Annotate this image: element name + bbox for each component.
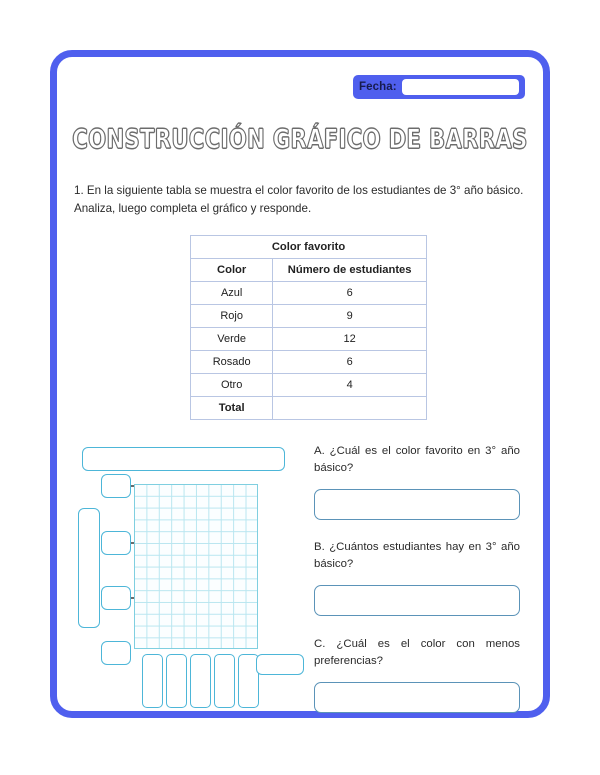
table-header-color: Color: [191, 259, 273, 282]
cell-count: 12: [273, 328, 427, 351]
table-caption: Color favorito: [191, 236, 427, 259]
category-label-input-1[interactable]: [142, 654, 163, 708]
table-row: [191, 305, 427, 328]
y-tick-label-input-2[interactable]: [101, 531, 131, 555]
date-field: [353, 75, 525, 99]
plot-grid-area[interactable]: [134, 484, 258, 649]
table-row: [191, 282, 427, 305]
table-header-row: [191, 259, 427, 282]
answer-input-c[interactable]: [314, 682, 520, 713]
cell-count: 6: [273, 351, 427, 374]
favorite-color-table: [190, 235, 427, 420]
cell-color: Rojo: [191, 305, 273, 328]
answer-input-a[interactable]: [314, 489, 520, 520]
cell-count: 9: [273, 305, 427, 328]
table-caption-row: [191, 236, 427, 259]
category-label-input-4[interactable]: [214, 654, 235, 708]
chart-title-input[interactable]: [82, 447, 285, 471]
table-row: [191, 351, 427, 374]
page-title: CONSTRUCCIÓN GRÁFICO DE BARRAS: [72, 124, 528, 155]
table-row: [191, 374, 427, 397]
answer-input-b[interactable]: [314, 585, 520, 616]
x-axis-title-input[interactable]: [256, 654, 304, 675]
category-label-input-2[interactable]: [166, 654, 187, 708]
question-text-c: C. ¿Cuál es el color con menos preferencias?: [314, 638, 520, 668]
question-text-a: A. ¿Cuál es el color favorito en 3° año básico?: [314, 445, 520, 475]
date-label: Fecha:: [359, 81, 397, 93]
cell-color: Rosado: [191, 351, 273, 374]
table-header-count: Número de estudiantes: [273, 259, 427, 282]
y-tick-label-input-3[interactable]: [101, 586, 131, 610]
cell-color: Otro: [191, 374, 273, 397]
total-value-input[interactable]: [273, 397, 427, 420]
y-tick-label-input-1[interactable]: [101, 474, 131, 498]
question-block-a: [314, 443, 520, 520]
instruction-text: 1. En la siguiente tabla se muestra el color favorito de los estudiantes de 3° año básico. Analiza, luego completa el gráfico y responde.: [74, 184, 524, 215]
total-label: Total: [191, 397, 273, 420]
y-tick-label-input-4[interactable]: [101, 641, 131, 665]
cell-count: 6: [273, 282, 427, 305]
question-block-c: [314, 636, 520, 713]
cell-color: Azul: [191, 282, 273, 305]
y-axis-title-input[interactable]: [78, 508, 100, 628]
category-label-input-3[interactable]: [190, 654, 211, 708]
question-text-b: B. ¿Cuántos estudiantes hay en 3° año básico?: [314, 541, 520, 571]
cell-count: 4: [273, 374, 427, 397]
table-total-row: [191, 397, 427, 420]
cell-color: Verde: [191, 328, 273, 351]
table-row: [191, 328, 427, 351]
date-input[interactable]: [402, 79, 519, 95]
question-block-b: [314, 539, 520, 616]
